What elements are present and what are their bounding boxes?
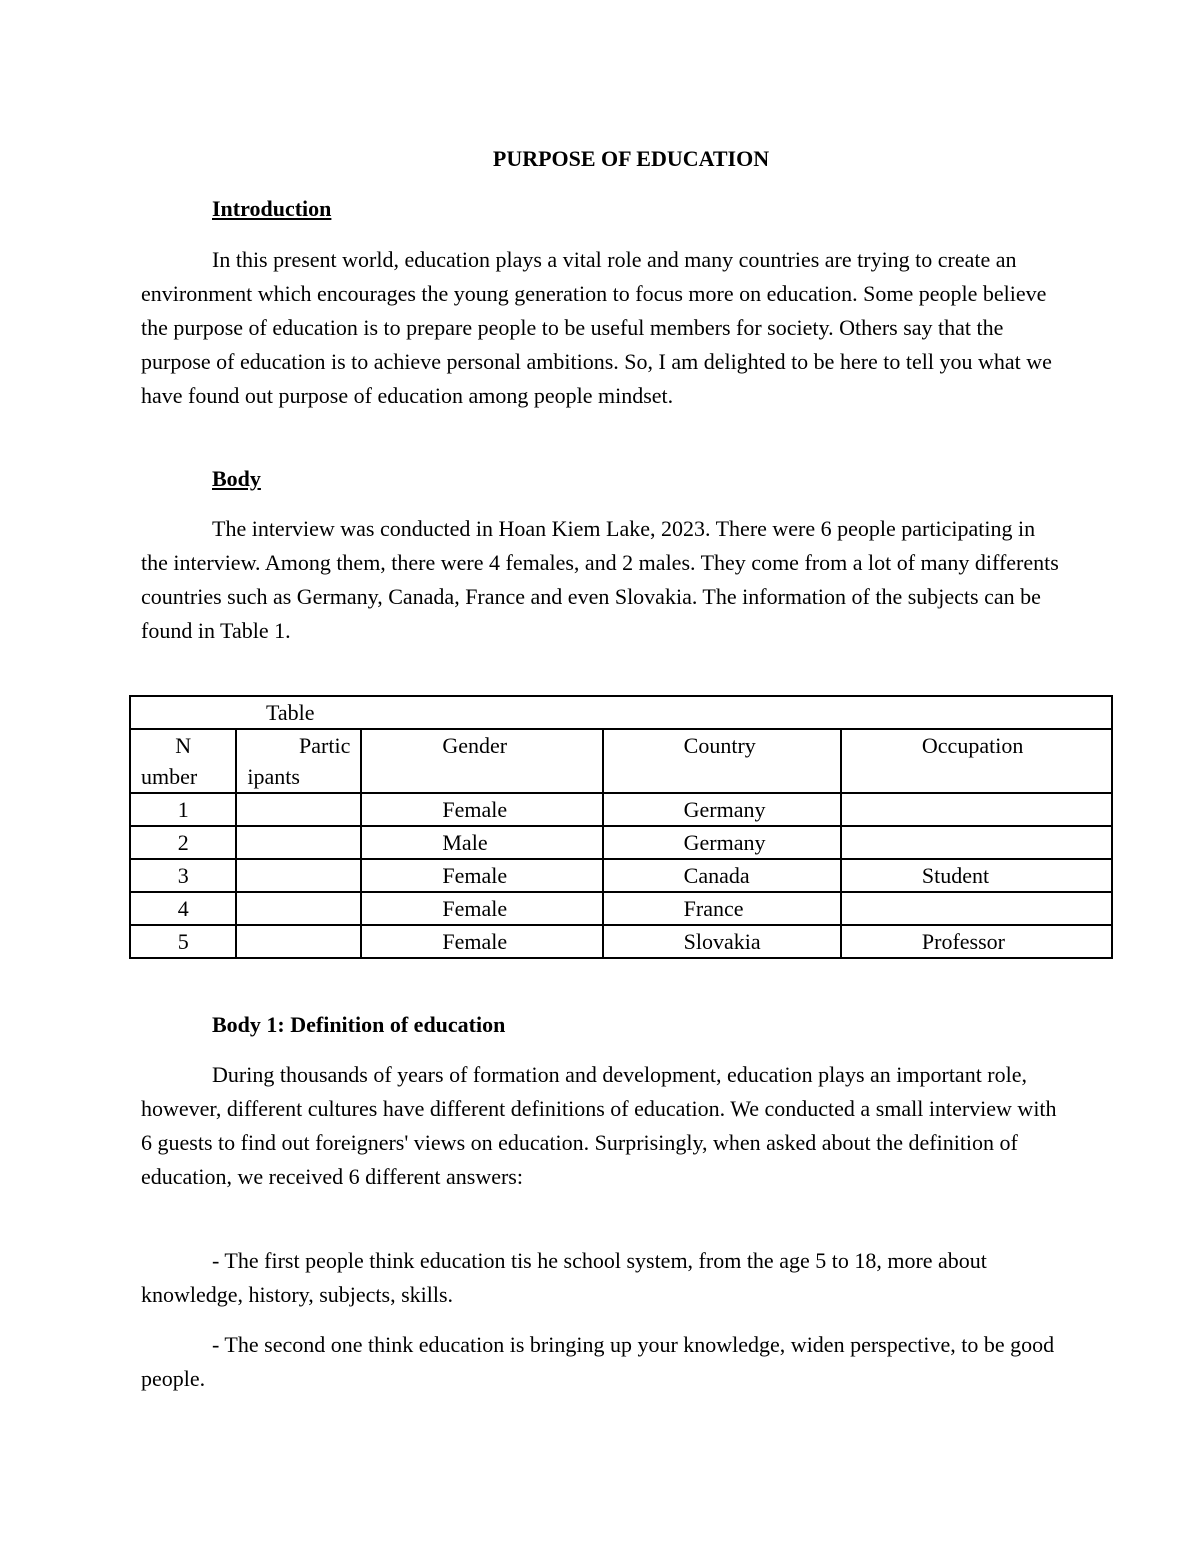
cell-gender: Female [361, 859, 602, 892]
cell-occupation [841, 826, 1112, 859]
cell-number: 5 [130, 925, 236, 958]
cell-number: 4 [130, 892, 236, 925]
cell-country: Germany [603, 793, 841, 826]
header-participants-line2: ipants [247, 764, 300, 789]
header-occupation: Occupation [841, 729, 1112, 793]
header-participants-line1: Partic [299, 733, 351, 758]
header-number-line1: N [175, 733, 192, 758]
introduction-heading: Introduction [212, 196, 332, 221]
cell-number: 3 [130, 859, 236, 892]
table-row [130, 793, 1112, 826]
cell-participants [236, 826, 361, 859]
table-row [130, 892, 1112, 925]
body1-point-1: - The first people think education tis he school system, from the age 5 to 18, more about knowledge, history, subjects, skills. [141, 1248, 987, 1307]
cell-occupation [841, 892, 1112, 925]
table-row [130, 925, 1112, 958]
header-country: Country [603, 729, 841, 793]
cell-country: France [603, 892, 841, 925]
body-heading: Body [212, 466, 261, 491]
table-row [130, 859, 1112, 892]
cell-number: 2 [130, 826, 236, 859]
cell-country: Canada [603, 859, 841, 892]
cell-gender: Female [361, 925, 602, 958]
cell-participants [236, 925, 361, 958]
cell-country: Slovakia [603, 925, 841, 958]
document-title: PURPOSE OF EDUCATION [492, 146, 770, 171]
body1-paragraph: During thousands of years of formation and development, education plays an important role, however, different cultures have different definitions of education. We conducted a small interview with 6 guests to find out foreigners' views on education. Surprisingly, when asked about the definition of education, we received 6 different answers: [141, 1062, 1057, 1189]
cell-occupation [841, 793, 1112, 826]
cell-country: Germany [603, 826, 841, 859]
body1-point-2: - The second one think education is bringing up your knowledge, widen perspective, to be good people. [141, 1332, 1055, 1391]
cell-number: 1 [130, 793, 236, 826]
cell-occupation: Professor [841, 925, 1112, 958]
body-paragraph: The interview was conducted in Hoan Kiem Lake, 2023. There were 6 people participating in the interview. Among them, there were 4 females, and 2 males. They come from a lot of many differents countries such as Germany, Canada, France and even Slovakia. The information of the subjects can be found in Table 1. [141, 516, 1059, 643]
introduction-paragraph: In this present world, education plays a vital role and many countries are trying to create an environment which encourages the young generation to focus more on education. Some people believe the purpose of education is to prepare people to be useful members for society. Others say that the purpose of education is to achieve personal ambitions. So, I am delighted to be here to tell you what we have found out purpose of education among people mindset. [141, 247, 1052, 408]
table-caption-row [130, 696, 1112, 729]
table-caption: Table [130, 696, 1112, 729]
subjects-table [129, 695, 1113, 959]
header-number [130, 729, 236, 793]
body1-heading: Body 1: Definition of education [212, 1012, 506, 1037]
header-gender: Gender [361, 729, 602, 793]
cell-gender: Male [361, 826, 602, 859]
table-header-row [130, 729, 1112, 793]
cell-occupation: Student [841, 859, 1112, 892]
cell-participants [236, 793, 361, 826]
cell-participants [236, 892, 361, 925]
cell-gender: Female [361, 892, 602, 925]
header-participants [236, 729, 361, 793]
table-row [130, 826, 1112, 859]
header-number-line2: umber [141, 764, 198, 789]
cell-participants [236, 859, 361, 892]
cell-gender: Female [361, 793, 602, 826]
